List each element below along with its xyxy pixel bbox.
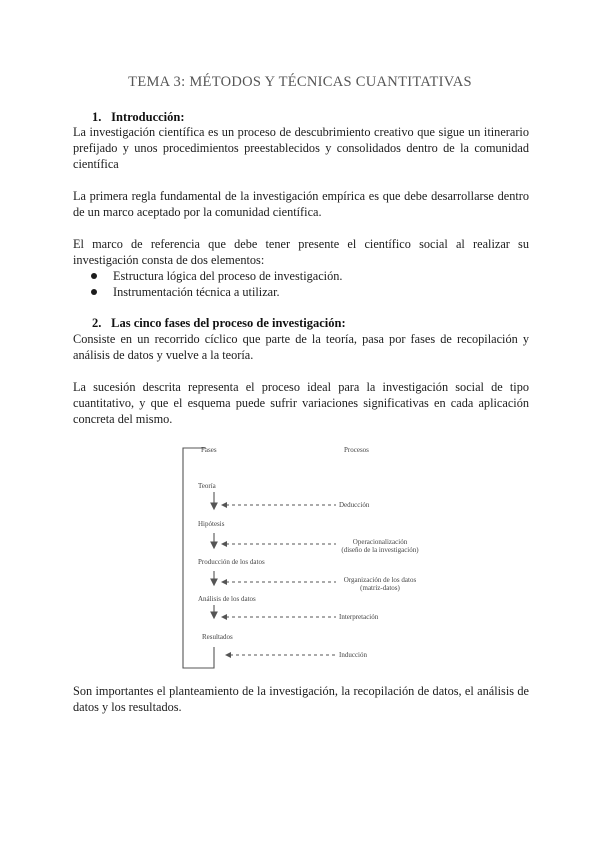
process-label: Inducción [339,651,367,659]
process-label-line: Organización de los datos [343,576,417,584]
arrow-down-icon [211,579,217,585]
phase-label: Producción de los datos [198,558,265,566]
process-label-line: (matriz-datos) [360,584,400,592]
section-2-paragraph-2: La sucesión descrita representa el proceso ideal para la investigación social de tipo cuantitativo, y que el esquema puede sufrir variaciones significativas en cada aplicación concreta del mismo. [73,380,529,426]
section-1-heading [92,110,185,125]
bullet-text: Estructura lógica del proceso de investigación. [113,269,343,283]
process-label-line: (diseño de la investigación) [341,546,419,554]
list-item [73,268,529,284]
process-label [335,576,425,592]
closing-paragraph: Son importantes el planteamiento de la investigación, la recopilación de datos, el análisis de datos y los resultados. [73,684,529,714]
arrow-down-icon [211,542,217,548]
section-1-title: Introducción: [111,110,185,124]
bullet-text: Instrumentación técnica a utilizar. [113,285,280,299]
section-2-heading [92,316,346,331]
bullet-icon [91,289,97,295]
arrow-left-icon [221,502,227,508]
arrow-down-icon [211,612,217,618]
section-2-paragraph-1: Consiste en un recorrido cíclico que parte de la teoría, pasa por fases de recopilación y análisis de datos y vuelve a la teoría. [73,332,529,362]
diagram-header-phases: Fases [201,446,217,454]
arrow-left-icon [225,652,231,658]
diagram-header-processes: Procesos [344,446,369,454]
bullet-icon [91,273,97,279]
section-1-paragraph-2: La primera regla fundamental de la investigación empírica es que debe desarrollarse dentro de un marco aceptado por la comunidad científica. [73,189,529,219]
bullet-list [73,268,529,300]
section-1-paragraph-3: El marco de referencia que debe tener presente el científico social al realizar su investigación consta de dos elementos: [73,237,529,267]
phase-label: Análisis de los datos [198,595,256,603]
arrow-left-icon [221,614,227,620]
phase-label: Teoría [198,482,216,490]
process-label-line: Operacionalización [352,538,408,546]
research-process-diagram [180,440,432,672]
section-1-number: 1. [92,110,102,124]
list-item [73,284,529,300]
phase-label: Resultados [202,633,233,641]
section-1-paragraph-1: La investigación científica es un proceso de descubrimiento creativo que sigue un itinerario prefijado y unos procedimientos preestablecidos y consolidados dentro de la comunidad científica [73,125,529,171]
process-label [335,538,425,554]
phase-label: Hipótesis [198,520,225,528]
arrow-left-icon [221,541,227,547]
arrow-down-icon [211,503,217,509]
process-label: Interpretación [339,613,379,621]
process-label: Deducción [339,501,370,509]
arrow-left-icon [221,579,227,585]
page-title: TEMA 3: MÉTODOS Y TÉCNICAS CUANTITATIVAS [128,74,472,90]
section-2-number: 2. [92,316,102,330]
section-2-title: Las cinco fases del proceso de investigación: [111,316,346,330]
